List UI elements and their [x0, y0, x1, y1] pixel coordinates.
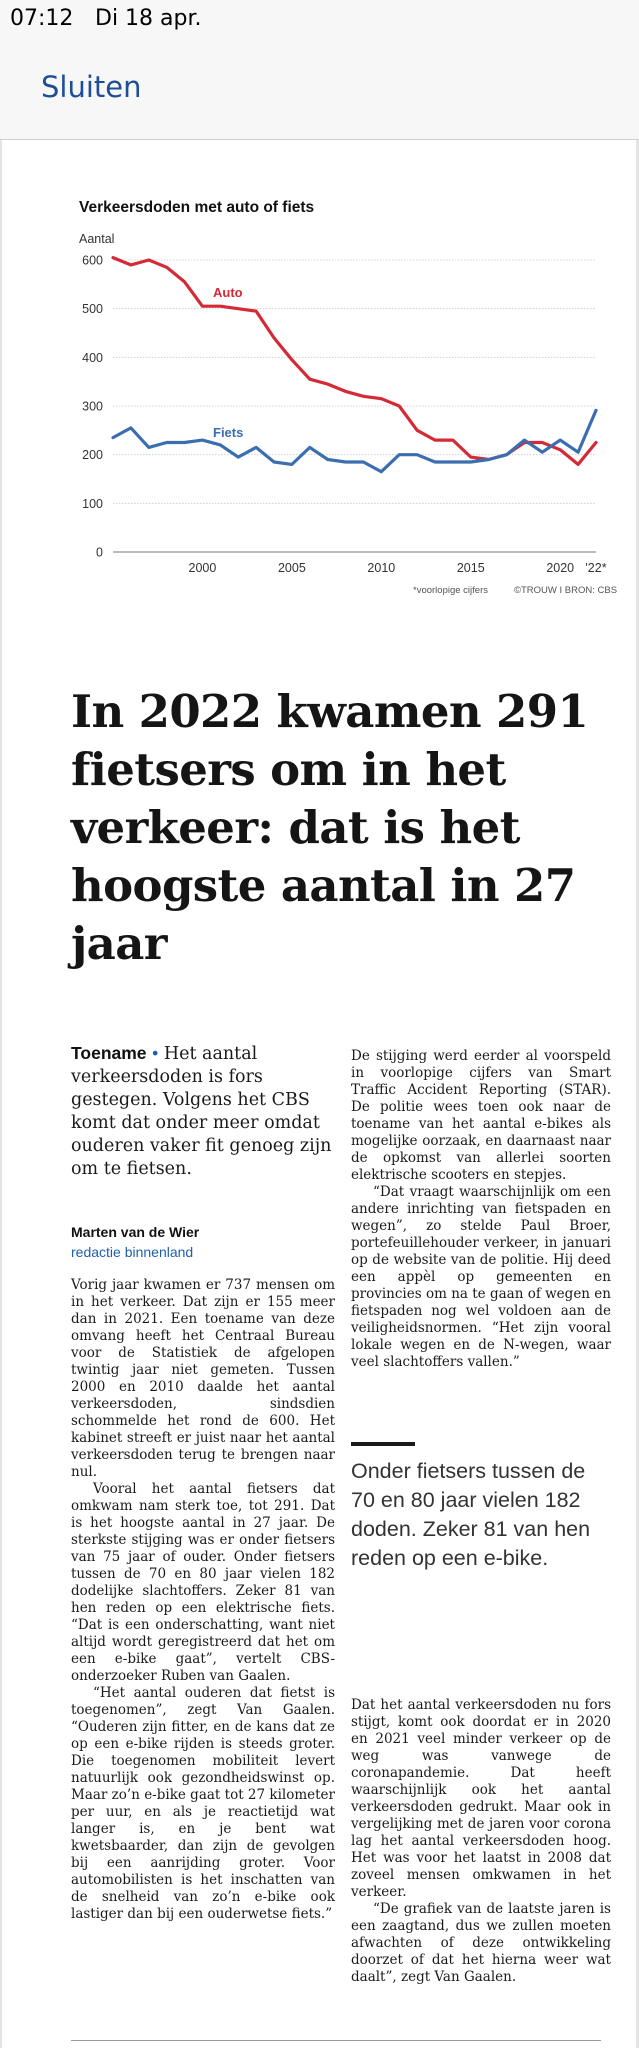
article-lead: [71, 1042, 335, 1181]
x-tick-label: 2010: [367, 561, 396, 575]
body-paragraph: “Het aantal ouderen dat fietst is toegenomen”, zegt Van Gaalen. “Ouderen zijn fitter, en de kans dat ze op een e-bike rijden is steeds groter. Die toegenomen mobiliteit levert natuurlijk ook gezondheidswinst op. Maar zo’n e-bike gaat tot 27 kilometer per uur, en als je reactietijd wat langer is, en je bent wat kwetsbaarder, dan zijn de gevolgen bij een aanrijding groter. Voor automobilisten is het inschatten van de snelheid van zo’n e-bike ook lastiger dan bij een ouderwetse fiets.”: [71, 1685, 335, 1922]
y-tick-label: 300: [82, 399, 103, 414]
body-paragraph: De stijging werd eerder al voorspeld in voorlopige cijfers van Smart Traffic Accident Reporting (STAR). De politie wees toen ook naar de toename van het aantal e-bikes als mogelijke oorzaak, en daarnaast naar de opkomst van allerlei soorten elektrische scooters en stepjes.: [351, 1048, 611, 1183]
chart-title: Verkeersdoden met auto of fiets: [79, 199, 315, 216]
y-tick-label: 500: [82, 302, 103, 317]
series-line-fiets: [113, 410, 596, 471]
status-time: 07:12: [10, 6, 74, 31]
chart-footnote: *voorlopige cijfers: [413, 585, 488, 596]
body-paragraph: Vooral het aantal fietsers dat omkwam nam sterk toe, tot 291. Dat is het hoogste aantal in 27 jaar. De sterkste stijging was er onder fietsers van 75 jaar of ouder. Onder fietsers tussen de 70 en 80 jaar vielen 182 dodelijke slachtoffers. Zeker 81 van hen reden op een elektrische fiets. “Dat is een onderschatting, want niet altijd wordt geregistreerd dat het om een e-bike gaat”, vertelt CBS-onderzoeker Ruben van Gaalen.: [71, 1481, 335, 1684]
x-tick-label: 2005: [277, 561, 306, 575]
y-axis-label: Aantal: [79, 232, 115, 246]
author-name: Marten van de Wier: [71, 1224, 200, 1240]
article-headline: In 2022 kwamen 291 fietsers om in het verkeer: dat is het hoogste aantal in 27 jaar: [71, 685, 589, 970]
x-tick-label: 2015: [456, 561, 485, 575]
status-bar: [0, 0, 639, 40]
x-tick-label: '22*: [585, 561, 607, 575]
pull-quote: Onder fietsers tussen de 70 en 80 jaar vielen 182 doden. Zeker 81 van hen reden op een e-bike.: [351, 1459, 591, 1570]
bottom-divider: [71, 2040, 601, 2041]
body-column-1: [71, 1277, 335, 1923]
x-tick-label: 2000: [188, 561, 217, 575]
series-line-auto: [113, 258, 596, 465]
y-tick-label: 0: [96, 545, 103, 560]
series-label-fiets: Fiets: [213, 425, 244, 440]
line-chart: [0, 180, 639, 610]
y-tick-label: 600: [82, 253, 103, 268]
body-paragraph: “De grafiek van de laatste jaren is een zaagtand, dus we zullen moeten afwachten of deze ontwikkeling doorzet of dat het hierna weer wat daalt”, zegt Van Gaalen.: [351, 1901, 611, 1985]
y-tick-label: 100: [82, 496, 103, 511]
series-label-auto: Auto: [213, 285, 243, 300]
nav-bar: [0, 40, 639, 140]
series-lines: [113, 258, 596, 472]
x-tick-label: 2020: [546, 561, 575, 575]
chart-source: ©TROUW I BRON: CBS: [514, 585, 618, 596]
body-paragraph: Vorig jaar kwamen er 737 mensen om in het verkeer. Dat zijn er 155 meer dan in 2021. Een toename van deze omvang heeft het Centraal Bureau voor de Statistiek de afgelopen twintig jaar niet gemeten. Tussen 2000 en 2010 daalde het aantal verkeersdoden, sindsdien schommelde het rond de 600. Het kabinet streeft er juist naar het aantal verkeersdoden terug te brengen naar nul.: [71, 1277, 335, 1480]
y-tick-label: 400: [82, 350, 103, 365]
pull-quote-rule: [351, 1442, 415, 1446]
body-paragraph: Dat het aantal verkeersdoden nu fors stijgt, komt ook doordat er in 2020 en 2021 veel minder verkeer op de weg was vanwege de coronapandemie. Dat heeft waarschijnlijk ook het aantal verkeersdoden gedrukt. Maar ook in vergelijking met de jaren voor corona lag het aantal verkeersdoden hoog. Het was voor het laatst in 2008 dat zoveel mensen omkwamen in het verkeer.: [351, 1697, 611, 1900]
status-date: Di 18 apr.: [95, 6, 202, 31]
y-tick-label: 200: [82, 448, 103, 463]
author-desk: redactie binnenland: [71, 1244, 194, 1260]
y-tick-labels: [82, 254, 103, 560]
lead-dot: •: [152, 1043, 159, 1063]
body-paragraph: “Dat vraagt waarschijnlijk om een andere inrichting van fietspaden en wegen”, zo stelde Paul Broer, portefeuillehouder verkeer, in januari op de website van de politie. Hij deed een appèl op gemeenten en provincies om na te gaan of wegen en fietspaden nog wel voldoen aan de veiligheidsnormen. “Het zijn vooral lokale wegen en de N-wegen, waar veel slachtoffers vallen.”: [351, 1184, 611, 1370]
lead-text: Het aantal verkeersdoden is fors gestegen. Volgens het CBS komt dat onder meer omdat ouderen vaker fit genoeg zijn om te fietsen.: [71, 1044, 332, 1179]
body-column-2-top: [351, 1048, 611, 1371]
x-tick-labels: [189, 561, 607, 575]
body-column-2-bottom: [351, 1697, 611, 1986]
lead-kicker: Toename: [71, 1043, 147, 1063]
close-button[interactable]: Sluiten: [41, 70, 142, 104]
grid: [113, 260, 596, 552]
